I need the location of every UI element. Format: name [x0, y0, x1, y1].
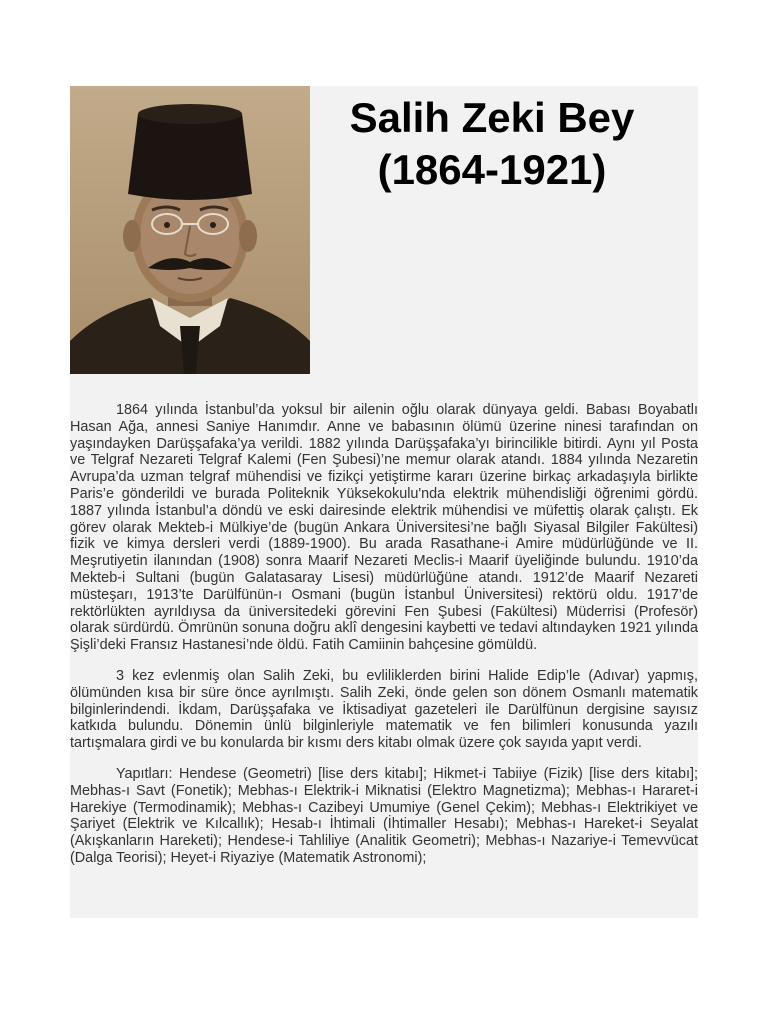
title-years: (1864-1921) — [377, 146, 607, 193]
portrait-illustration — [70, 86, 310, 374]
biography-text — [70, 402, 698, 881]
paragraph-biography: 1864 yılında İstanbul’da yoksul bir ailenin oğlu olarak dünyaya geldi. Babası Boyabatlı Hasan Ağa, annesi Saniye Hanımdır. Anne ve babasının ölümü üzerine ninesi tarafından on yaşındayken Darüşşafaka’ya verildi. 1882 yılında Darüşşafaka’yı birincilikle bitirdi. Aynı yıl Posta ve Telgraf Nezareti Telgraf Kalemi (Fen Şubesi)’ne memur olarak atandı. 1884 yılında Nezaretin Avrupa’da uzman telgraf mühendisi ve fizikçi yetiştirme kararı üzerine birkaç arkadaşıyla birlikte Paris’e gönderildi ve burada Politeknik Yüksekokulu'nda elektrik mühendisliği öğrenimi gördü. 1887 yılında İstanbul’a döndü ve eski dairesinde elektrik mühendisi ve müfettiş olarak çalıştı. Ek görev olarak Mekteb-i Mülkiye’de (bugün Ankara Üniversitesi’ne bağlı Siyasal Bilgiler Fakültesi) fizik ve kimya dersleri verdi (1889-1900). Bu arada Rasathane-i Amire müdürlüğünde ve II. Meşrutiyetin ilanından (1908) sonra Maarif Nezareti Meclis-i Maarif üyeliğinde bulundu. 1910’da Mekteb-i Sultani (bugün Galatasaray Lisesi) müdürlüğüne atandı. 1912’de Maarif Nezareti müsteşarı, 1913’te Darülfünün-ı Osmani (bugün İstanbul Üniversitesi) rektörü oldu. 1917’de rektörlükten ayrıldıysa da üniversitedeki görevini Fen Şubesi (Fakültesi) Müderrisi (Profesör) olarak sürdürdü. Ömrünün sonuna doğru aklî dengesini kaybetti ve tedavi altındayken 1921 yılında Şişli’deki Fransız Hastanesi’nde öldü. Fatih Camiinin bahçesine gömüldü. — [70, 402, 698, 654]
page-title — [318, 92, 666, 196]
paragraph-career: 3 kez evlenmiş olan Salih Zeki, bu evliliklerden birini Halide Edip’le (Adıvar) yapmış, ölümünden kısa bir süre önce ayrılmıştı. Salih Zeki, önde gelen son dönem Osmanlı matematik bilginlerindendi. İkdam, Darüşşafaka ve İktisadiyat gazeteleri ile Darülfünun dergisine sayısız katkıda bulundu. Dönemin ünlü bilginleriyle matematik ve fen bilimleri konusunda yazılı tartışmalara girdi ve bu konularda bir kısmı ders kitabı olmak üzere çok sayıda yapıt verdi. — [70, 667, 698, 752]
paragraph-works: Yapıtları: Hendese (Geometri) [lise ders kitabı]; Hikmet-i Tabiiye (Fizik) [lise ders kitabı]; Mebhas-ı Savt (Fonetik); Mebhas-ı Elektrik-i Miknatisi (Elektro Magnetizma); Mebhas-ı Hararet-i Harekiye (Termodinamik); Mebhas-ı Cazibeyi Umumiye (Genel Çekim); Mebhas-ı Elektrikiyet ve Şariyet (Elektrik ve Kılcallık); Hesab-ı İhtimali (İhtimaller Hesabı); Mebhas-ı Hareket-i Seyalat (Akışkanların Hareketi); Hendese-i Tahliliye (Analitik Geometri); Mebhas-ı Nazariye-i Temevvücat (Dalga Teorisi); Heyet-i Riyaziye (Matematik Astronomi); — [70, 765, 698, 866]
title-name: Salih Zeki Bey — [349, 94, 635, 141]
portrait-photo — [70, 86, 310, 374]
